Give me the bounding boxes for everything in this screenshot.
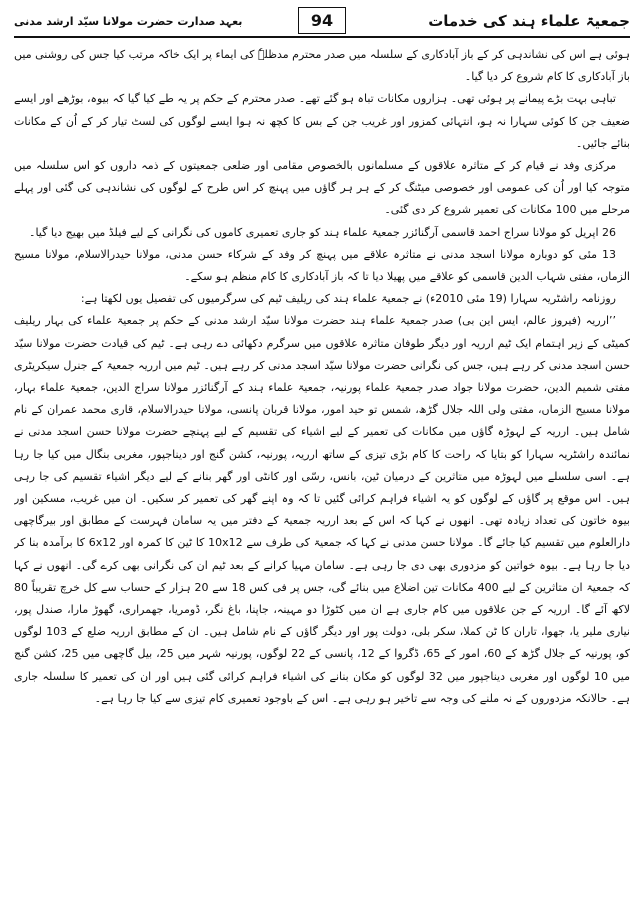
- paragraph-3: مرکزی وفد نے قیام کر کے متاثرہ علاقوں کے مسلمانوں بالخصوص مقامی اور ضلعی جمعیتوں کے ذمہ داروں کو اس سلسلہ میں متوجہ کیا اور اُن کی عمومی اور خصوصی میٹنگ کر کے ہر ہر گاؤں میں پہنچ کر اس طرح کے لوگوں کی نشاندہی کی گئی اور پہلے مرحلے میں 100 مکانات کی تعمیر شروع کر دی گئی۔: [14, 159, 630, 217]
- paragraph-2: تباہی بہت بڑے پیمانے پر ہوئی تھی۔ ہزاروں مکانات تباہ ہو گئے تھے۔ صدر محترم کے حکم پر یہ طے کیا گیا کہ بیوہ، بوڑھے اور ایسے ضعیف جن کا کوئی سہارا نہ ہو، انتہائی کمزور اور غریب جن کے بس کا کچھ نہ ہوا ایسے لوگوں کی لسٹ تیار کر کے اُن کے مکانات بنائے جائیں۔: [14, 92, 630, 150]
- book-subtitle: بعہد صدارت حضرت مولانا سیّد ارشد مدنی: [14, 14, 243, 28]
- book-title: جمعیۃ علماء ہند کی خدمات: [428, 12, 630, 30]
- quoted-news-report: ’’ارریہ (فیروز عالم، ایس این بی) صدر جمعیۃ علماء ہند حضرت مولانا سیّد ارشد مدنی کے حکم پر جمعیۃ علماء کی بہار ریلیف کمیٹی کے زیر اہتمام ایک ٹیم ارریہ اور دیگر طوفان متاثرہ علاقوں میں سرگرم دکھائی دے رہی ہے۔ ٹیم کی قیادت حضرت مولانا سیّد حسن اسجد مدنی کر رہے ہیں، جس کی نگرانی حضرت مولانا سیّد اسجد مدنی کر رہے ہیں۔ ٹیم میں ارریہ جمعیۃ کے جنرل سیکریٹری مفتی شمیم الدین، حضرت مولانا جواد صدر جمعیۃ علماء پورنیہ، جمعیۃ علماء ہند کے آرگنائزر مولانا سراج الدین، جمعیۃ علماء بہار، مولانا مسیح الزماں، مفتی ولی اللہ جلال گڑھ، شمس تو حید امور، مولانا قربان پانسی، مولانا حیدرالاسلام، قاری محمد عمران کے نام شامل ہیں۔ ارریہ کے لہوڑہ گاؤں میں مکانات کی تعمیر کے لیے اشیاء کی تقسیم کے لیے پہنچے حضرت مولانا حسن اسجد مدنی نے نمائندہ راشٹریہ سہارا کو بتایا کہ راحت کا کام بڑی تیزی کے ساتھ ارریہ، پورنیہ، کشن گنج اور دیناجپور، مغربی بنگال میں کیا جا رہا ہے۔ اسی سلسلے میں لہوڑہ میں متاثرین کے درمیان ٹین، بانس، رسّی اور کانٹی اور گھر بنانے کے لیے دیگر اشیاء تقسیم کی جا رہی ہیں۔ اس موقع پر گاؤں کے لوگوں کو یہ اشیاء فراہم کرائی گئیں تا کہ وہ اپنے گھر کی تعمیر کر سکیں۔ ان میں غریب، مسکین اور بیوہ خاتون کی تعداد زیادہ تھی۔ انھوں نے کہا کہ اس کے بعد ارریہ جمعیۃ کے دفتر میں یہ سامان فہرست کے مطابق اور بیرگاچھی دارالعلوم میں تقسیم کیا جائے گا۔ مولانا حسن مدنی نے کہا کہ جمعیۃ کی طرف سے 10x12 کا ٹین کا کمرہ اور 6x12 کا برآمدہ بنا کر دیا جا رہا ہے۔ بیوہ خواتین کو مزدوری بھی دی جا رہی ہے۔ سامان مہیا کرانے کے بعد ٹیم ان کی نگرانی بھی کرے گی۔ انھوں نے کہا کہ جمعیۃ ان متاثرین کے لیے 400 مکانات تین اضلاع میں بنائے گی، جس پر فی کس 18 سے 20 ہزار کے حساب سے کل خرچ تقریباً 80 لاکھ آئے گا۔ ارریہ کے جن علاقوں میں کام جاری ہے ان میں کٹوڑا دو مہینہ، جاپنا، باغ نگر، ڈومریا، جھمراری، گھوڑ مارا، صندل پور، نیاری ملیر یا، جھوا، تاران کا ٹن کملا، سکر بلی، دولت پور اور دیگر گاؤں کے نام شامل ہیں۔ ان کے مطابق ارریہ ضلع کے 103 لوگوں کو، پورنیہ کے جلال گڑھ کے 60، امور کے 65، ڈگروا کے 12، پانسی کے 22 لوگوں، پورنیہ شہر میں 25، بیل گاچھی میں 25، کشن گنج میں 10 لوگوں اور مغربی دیناجپور میں 32 لوگوں کو مکان بنانے کی اشیاء فراہم کرائی گئی ہیں اور ان کی تعمیر کا سلسلہ جاری ہے۔ حالانکہ مزدوروں کے نہ ملنے کی وجہ سے تاخیر ہو رہی ہے۔ اس کے باوجود تعمیری کام تیزی سے کیا جا رہا ہے۔: [14, 314, 630, 705]
- page-body: [14, 44, 630, 710]
- paragraph-5: 13 مئی کو دوبارہ مولانا اسجد مدنی نے متاثرہ علاقے میں پہنچ کر وفد کے شرکاء حسن مدنی، مولانا حیدرالاسلام، مولانا مسیح الزماں، مفتی شہاب الدین قاسمی کو علاقے میں پھیلا دیا تا کہ باز آبادکاری کا کام منظم ہو سکے۔: [14, 247, 630, 284]
- document-page: [14, 6, 630, 903]
- page-header: [14, 6, 630, 38]
- paragraph-6: روزنامہ راشٹریہ سہارا (19 مئی 2010ء) نے جمعیۃ علماء ہند کی ریلیف ٹیم کی سرگرمیوں کی تفصیل یوں لکھتا ہے:: [80, 292, 616, 306]
- paragraph-1: ہوئی ہے اس کی نشاندہی کر کے باز آبادکاری کے سلسلہ میں صدر محترم مدظلہٗ کی ایماء پر ایک خاکہ مرتب کیا جس کی روشنی میں باز آبادکاری کا کام شروع کر دیا گیا۔: [14, 48, 630, 84]
- page-number: 94: [298, 7, 346, 34]
- paragraph-4: 26 اپریل کو مولانا سراج احمد قاسمی آرگنائزر جمعیۃ علماء ہند کو جاری تعمیری کاموں کی نگرانی کے لیے فیلڈ میں بھیج دیا گیا۔: [29, 225, 616, 239]
